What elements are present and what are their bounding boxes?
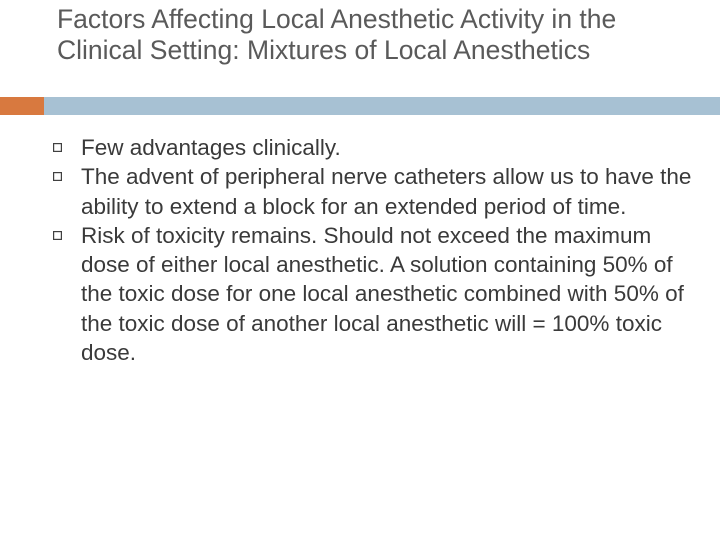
bullet-item [50, 162, 700, 221]
bullet-text: The advent of peripheral nerve catheters allow us to have the ability to extend a block for an extended period of time. [81, 164, 692, 219]
bullet-text: Risk of toxicity remains. Should not exceed the maximum dose of either local anesthetic. A solution containing 50% of the toxic dose for one local anesthetic combined with 50% of the toxic dose of another local anesthetic will = 100% toxic dose. [81, 222, 684, 366]
bullet-item [50, 133, 700, 162]
hollow-square-bullet-icon [53, 143, 62, 152]
hollow-square-bullet-icon [53, 231, 62, 240]
slide-title: Factors Affecting Local Anesthetic Activity in the Clinical Setting: Mixtures of Local Anesthetics [57, 4, 617, 65]
hollow-square-bullet-icon [53, 172, 62, 181]
bullet-text: Few advantages clinically. [81, 135, 341, 160]
bullet-item [50, 221, 700, 367]
bullet-list [50, 133, 700, 367]
title-divider-bar [44, 97, 720, 115]
title-accent-bar [0, 97, 44, 115]
